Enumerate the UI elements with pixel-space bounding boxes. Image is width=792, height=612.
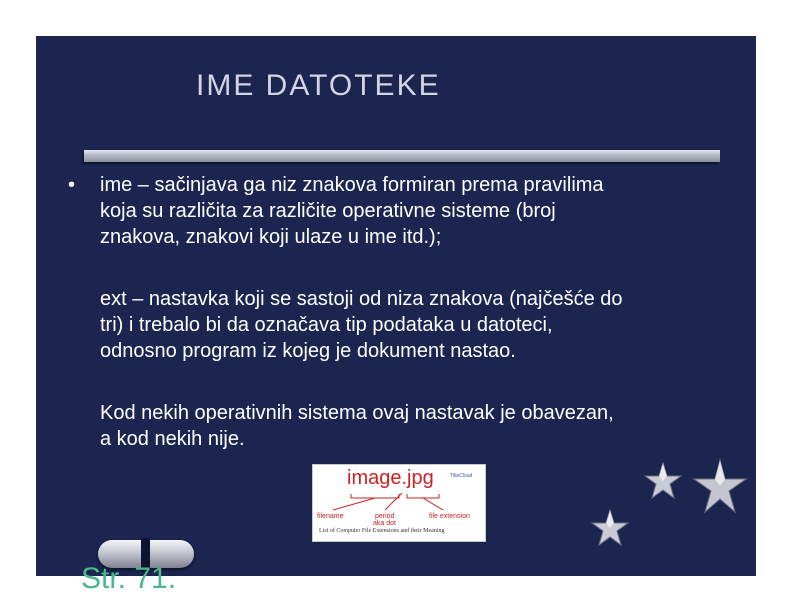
- paragraph-2-line-1: ext – nastavka koji se sastoji od niza znakova (najčešće do: [100, 288, 623, 310]
- star-icon: [692, 458, 748, 514]
- star-icon: [643, 461, 683, 501]
- slide-title: IME DATOTEKE: [196, 69, 441, 102]
- star-icon: [590, 508, 630, 548]
- paragraph-filename: [68, 172, 748, 250]
- diagram-label-extension: file extension: [429, 513, 470, 520]
- title-divider-bar: [84, 150, 720, 162]
- bullet-icon: •: [68, 174, 76, 196]
- diagram-caption: List of Computer File Extensions and their Meaning: [319, 528, 445, 534]
- page-number: Str. 71.: [81, 562, 177, 595]
- slide-body: [68, 172, 748, 452]
- file-name-diagram: [312, 464, 486, 542]
- paragraph-mandatory: [68, 400, 748, 452]
- diagram-label-aka-dot: aka dot: [373, 520, 396, 527]
- diagram-file-name: image.jpg: [347, 467, 434, 489]
- paragraph-1-line-1: ime – sačinjava ga niz znakova formiran prema pravilima: [100, 174, 604, 196]
- paragraph-1-line-3: znakova, znakovi koji ulaze u ime itd.);: [100, 226, 442, 248]
- paragraph-3-line-1: Kod nekih operativnih sistema ovaj nastavak je obavezan,: [100, 402, 614, 424]
- diagram-pointer-lines: [313, 492, 485, 514]
- paragraph-2-line-2: tri) i trebalo bi da označava tip podataka u datoteci,: [100, 314, 553, 336]
- diagram-label-filename: filename: [317, 513, 344, 520]
- paragraph-1-line-2: koja su različita za različite operativne sisteme (broj: [100, 200, 556, 222]
- paragraph-3-line-2: a kod nekih nije.: [100, 428, 245, 450]
- paragraph-2-line-3: odnosno program iz kojeg je dokument nastao.: [100, 340, 516, 362]
- paragraph-extension: [68, 286, 748, 364]
- diagram-logo: TitleCloud: [450, 473, 473, 479]
- diagram-label-period: period: [375, 513, 395, 520]
